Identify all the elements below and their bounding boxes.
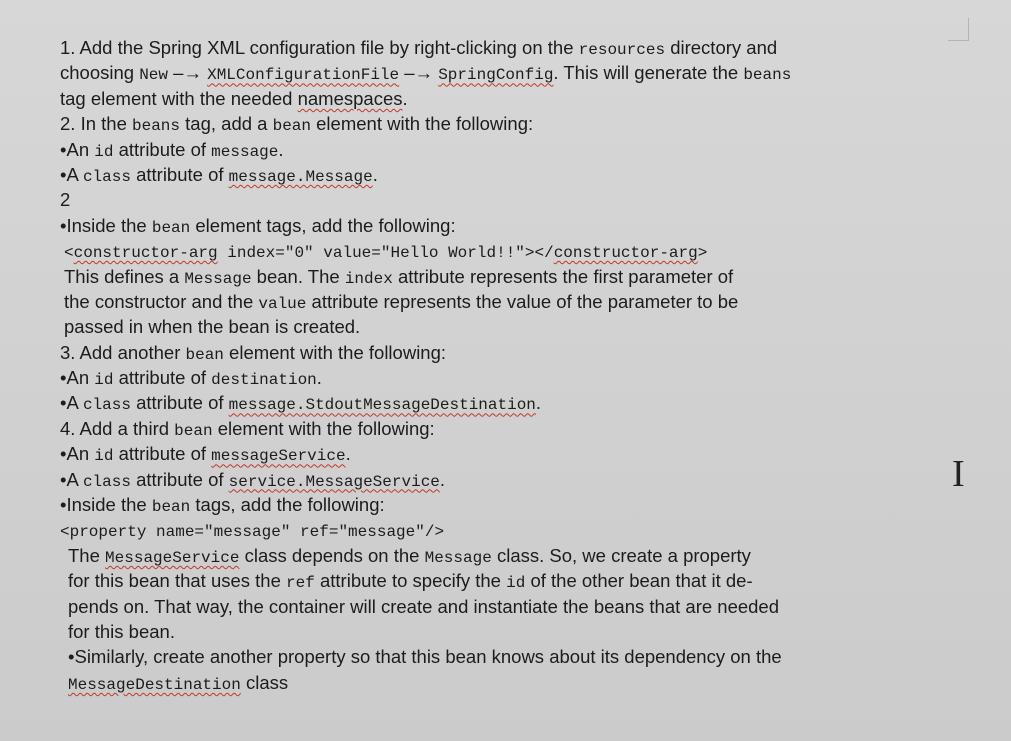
text-span: 3. Add another xyxy=(60,341,186,363)
code-span: id xyxy=(94,447,114,466)
text-span: •A xyxy=(60,392,83,414)
code-span: constructor-arg xyxy=(553,244,698,263)
text-line xyxy=(60,594,960,619)
text-line xyxy=(60,416,960,441)
code-span: messageService xyxy=(211,447,346,466)
text-span: . This will generate the xyxy=(553,62,744,84)
code-span: bean xyxy=(185,345,224,364)
code-span: destination xyxy=(211,371,317,390)
text-line xyxy=(60,213,960,238)
code-span: id xyxy=(94,371,114,390)
text-span: class depends on the xyxy=(239,544,425,566)
code-span: index="0" value="Hello World!!"></ xyxy=(217,244,554,263)
text-span: namespaces xyxy=(297,87,403,109)
code-span: value xyxy=(258,294,307,313)
text-line xyxy=(60,340,960,365)
code-span: XMLConfigurationFile xyxy=(207,66,400,85)
code-span: id xyxy=(94,142,114,161)
text-span: attribute of xyxy=(113,138,212,160)
text-span: This defines a xyxy=(64,265,185,287)
code-span: id xyxy=(506,574,526,593)
text-span: •A xyxy=(60,163,83,185)
text-span: . xyxy=(535,392,542,414)
text-span: the constructor and the xyxy=(64,290,259,312)
code-span: index xyxy=(344,269,393,288)
text-span: element tags, add the following: xyxy=(190,214,456,236)
code-span: constructor-arg xyxy=(73,244,218,263)
text-span: element with the following: xyxy=(311,113,534,135)
code-span: bean xyxy=(151,498,191,517)
code-span: bean xyxy=(151,218,191,237)
text-line xyxy=(60,441,960,466)
code-span: < xyxy=(64,244,74,263)
text-span: of the other bean that it de- xyxy=(525,570,753,592)
text-span: attribute of xyxy=(113,367,212,389)
text-span: . xyxy=(345,443,351,465)
text-span: –→ xyxy=(399,62,439,84)
text-line xyxy=(60,619,960,644)
text-span: element with the following: xyxy=(212,417,435,439)
text-span: –→ xyxy=(168,62,208,84)
text-line xyxy=(60,517,960,542)
code-span: class xyxy=(82,472,131,491)
text-line xyxy=(60,365,960,390)
text-line xyxy=(60,568,960,593)
text-line xyxy=(60,86,960,111)
code-span: beans xyxy=(132,117,181,136)
code-span: resources xyxy=(578,41,666,59)
code-span: Message xyxy=(424,548,492,567)
code-span: MessageDestination xyxy=(68,675,241,694)
text-span: attribute of xyxy=(130,468,229,490)
text-span: attribute represents the value of the parameter to be xyxy=(306,290,739,312)
code-span: beans xyxy=(743,66,792,85)
text-line xyxy=(60,187,960,212)
text-line xyxy=(60,492,960,517)
code-span: class xyxy=(82,396,131,415)
text-span: attribute to specify the xyxy=(314,570,507,592)
text-cursor-icon: I xyxy=(952,453,965,495)
text-span: element with the following: xyxy=(223,341,447,363)
text-span: . xyxy=(316,367,322,389)
code-span: SpringConfig xyxy=(438,66,554,85)
text-span: The xyxy=(68,544,106,566)
text-span: •An xyxy=(60,138,95,160)
text-line xyxy=(60,60,960,85)
text-span: •Inside the xyxy=(60,494,152,516)
code-span: <property name="message" ref="message"/> xyxy=(60,523,445,542)
text-span: pends on. That way, the container will create and instantiate the beans that are needed xyxy=(68,595,780,617)
document-body xyxy=(60,35,960,695)
text-span: choosing xyxy=(60,62,140,84)
text-span: 2 xyxy=(60,189,71,211)
text-span: directory and xyxy=(665,37,778,58)
text-span: . xyxy=(278,138,284,160)
text-line xyxy=(60,670,960,695)
text-line xyxy=(60,467,960,492)
text-line xyxy=(60,543,960,568)
text-line xyxy=(60,35,960,60)
code-span: > xyxy=(697,244,708,263)
text-line xyxy=(60,644,960,669)
code-span: message.Message xyxy=(228,167,373,186)
text-span: •An xyxy=(60,367,95,389)
text-span: class. So, we create a property xyxy=(491,544,751,566)
code-span: bean xyxy=(174,421,213,440)
text-line xyxy=(60,289,960,314)
text-span: . xyxy=(439,468,446,490)
code-span: MessageService xyxy=(105,548,240,567)
text-span: tag, add a xyxy=(180,113,273,135)
text-line xyxy=(60,111,960,136)
text-span: class xyxy=(240,671,289,693)
code-span: message xyxy=(211,142,279,161)
text-span: •A xyxy=(60,468,83,490)
text-span: passed in when the bean is created. xyxy=(64,316,361,338)
text-span: 4. Add a third xyxy=(60,417,175,439)
text-span: tag element with the needed xyxy=(60,87,298,109)
text-line xyxy=(60,264,960,289)
code-span: message.StdoutMessageDestination xyxy=(228,396,536,415)
text-span: . xyxy=(372,163,378,185)
text-span: attribute of xyxy=(130,392,229,414)
code-span: class xyxy=(82,167,131,186)
code-span: service.MessageService xyxy=(228,472,440,491)
code-span: New xyxy=(139,66,169,85)
text-span: •Similarly, create another property so that this bean knows about its dependency on the xyxy=(68,646,782,668)
text-span: bean. The xyxy=(251,265,345,287)
text-span: for this bean. xyxy=(68,620,175,642)
text-span: attribute of xyxy=(113,443,212,465)
text-line xyxy=(60,238,960,263)
text-span: attribute of xyxy=(130,163,229,185)
text-span: tags, add the following: xyxy=(190,494,385,516)
text-span: attribute represents the first parameter of xyxy=(392,265,734,287)
text-span: for this bean that uses the xyxy=(68,570,287,592)
text-span: •An xyxy=(60,443,95,465)
text-line xyxy=(60,390,960,415)
text-span: . xyxy=(402,87,408,109)
code-span: bean xyxy=(272,117,311,136)
text-span: 1. Add the Spring XML configuration file by right-clicking on the xyxy=(60,37,579,58)
text-span: •Inside the xyxy=(60,214,152,236)
code-span: Message xyxy=(184,269,252,288)
text-span: 2. In the xyxy=(60,113,132,135)
code-span: ref xyxy=(286,574,315,593)
text-line xyxy=(60,162,960,187)
text-line xyxy=(60,137,960,162)
text-line xyxy=(60,314,960,339)
